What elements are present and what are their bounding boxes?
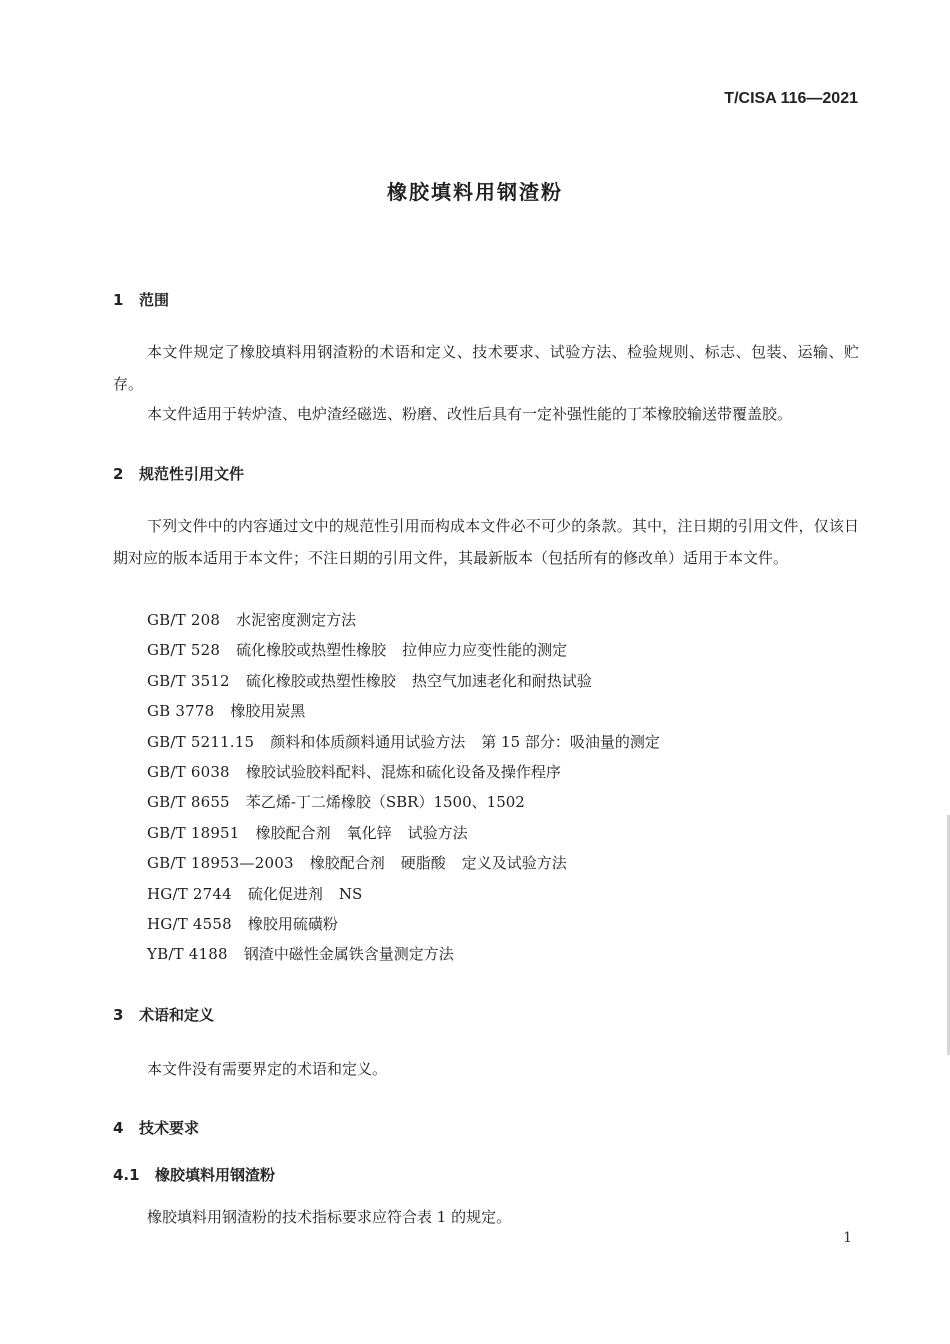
reference-item bbox=[147, 883, 378, 904]
section-title: 规范性引用文件 bbox=[139, 465, 245, 483]
reference-code: GB/T 6038 bbox=[147, 763, 230, 781]
reference-title-part: 拉伸应力应变性能的测定 bbox=[402, 641, 568, 660]
reference-title-part: 硬脂酸 bbox=[400, 854, 446, 873]
section-1-paragraph-1: 本文件规定了橡胶填料用钢渣粉的术语和定义、技术要求、试验方法、检验规则、标志、包装、运输、贮存。 bbox=[113, 343, 859, 393]
document-code: T/CISA 116—2021 bbox=[724, 90, 858, 107]
section-title: 技术要求 bbox=[139, 1119, 200, 1137]
section-1-paragraph-2: 本文件适用于转炉渣、电炉渣经磁选、粉磨、改性后具有一定补强性能的丁苯橡胶输送带覆盖胶。 bbox=[147, 405, 793, 423]
reference-title-part: 定义及试验方法 bbox=[461, 854, 567, 873]
section-number: 2 bbox=[113, 465, 124, 483]
section-3-paragraph-1: 本文件没有需要界定的术语和定义。 bbox=[147, 1060, 388, 1078]
reference-item bbox=[147, 913, 354, 934]
section-2-heading bbox=[113, 463, 244, 484]
reference-item bbox=[147, 943, 470, 964]
reference-code: GB/T 3512 bbox=[147, 671, 230, 690]
reference-code: GB/T 528 bbox=[147, 641, 221, 660]
reference-title-part: 橡胶用炭黑 bbox=[230, 702, 306, 721]
page-number: 1 bbox=[843, 1230, 852, 1246]
section-number: 3 bbox=[113, 1006, 124, 1024]
document-title: 橡胶填料用钢渣粉 bbox=[387, 180, 563, 204]
reference-title-part: 颜料和体质颜料通用试验方法 bbox=[270, 732, 466, 751]
reference-title-part: 第 15 部分：吸油量的测定 bbox=[481, 732, 660, 751]
reference-code: GB 3778 bbox=[147, 702, 215, 721]
reference-title-part: 硫化促进剂 bbox=[247, 884, 323, 903]
section-number: 1 bbox=[113, 291, 124, 309]
reference-item bbox=[147, 639, 583, 660]
reference-code: GB/T 208 bbox=[147, 611, 221, 629]
reference-item bbox=[147, 609, 372, 630]
reference-code: GB/T 8655 bbox=[147, 793, 230, 812]
reference-item bbox=[147, 791, 541, 812]
reference-title-part: 橡胶用硫磺粉 bbox=[247, 915, 338, 933]
reference-code: HG/T 2744 bbox=[147, 884, 232, 903]
reference-code: GB/T 5211.15 bbox=[147, 732, 255, 751]
section-1-heading bbox=[113, 289, 169, 310]
reference-title-part: 热空气加速老化和耐热试验 bbox=[411, 671, 592, 690]
reference-code: GB/T 18951 bbox=[147, 823, 240, 842]
reference-item bbox=[147, 761, 577, 782]
reference-item bbox=[147, 852, 583, 873]
reference-title-part: 橡胶配合剂 bbox=[309, 854, 385, 873]
reference-title-part: NS bbox=[338, 884, 363, 903]
reference-item bbox=[147, 822, 484, 843]
reference-item bbox=[147, 670, 608, 691]
subsection-4-1-heading bbox=[113, 1164, 275, 1185]
reference-title-part: 橡胶配合剂 bbox=[255, 823, 331, 842]
reference-item bbox=[147, 731, 676, 752]
subsection-4-1-paragraph: 橡胶填料用钢渣粉的技术指标要求应符合表 1 的规定。 bbox=[147, 1208, 512, 1226]
reference-title-part: 橡胶试验胶料配料、混炼和硫化设备及操作程序 bbox=[245, 763, 561, 781]
section-title: 范围 bbox=[139, 291, 170, 309]
reference-title-part: 水泥密度测定方法 bbox=[236, 611, 357, 629]
reference-title-part: 硫化橡胶或热塑性橡胶 bbox=[236, 641, 387, 660]
reference-title-part: 钢渣中磁性金属铁含量测定方法 bbox=[243, 945, 454, 964]
reference-code: GB/T 18953—2003 bbox=[147, 854, 294, 873]
section-3-heading bbox=[113, 1004, 214, 1025]
reference-title-part: 氧化锌 bbox=[346, 823, 392, 842]
reference-code: YB/T 4188 bbox=[147, 945, 228, 964]
subsection-title: 橡胶填料用钢渣粉 bbox=[155, 1166, 276, 1184]
reference-code: HG/T 4558 bbox=[147, 915, 232, 933]
section-title: 术语和定义 bbox=[139, 1006, 215, 1024]
section-4-heading bbox=[113, 1117, 199, 1138]
reference-title-part: 硫化橡胶或热塑性橡胶 bbox=[245, 671, 396, 690]
reference-item bbox=[147, 700, 321, 721]
section-number: 4 bbox=[113, 1119, 124, 1137]
reference-title-part: 苯乙烯-丁二烯橡胶（SBR）1500、1502 bbox=[245, 793, 525, 812]
section-2-paragraph-1: 下列文件中的内容通过文中的规范性引用而构成本文件必不可少的条款。其中，注日期的引用文件，仅该日期对应的版本适用于本文件；不注日期的引用文件，其最新版本（包括所有的修改单）适用于本文件。 bbox=[113, 517, 859, 567]
subsection-number: 4.1 bbox=[113, 1166, 140, 1184]
reference-title-part: 试验方法 bbox=[407, 823, 468, 842]
